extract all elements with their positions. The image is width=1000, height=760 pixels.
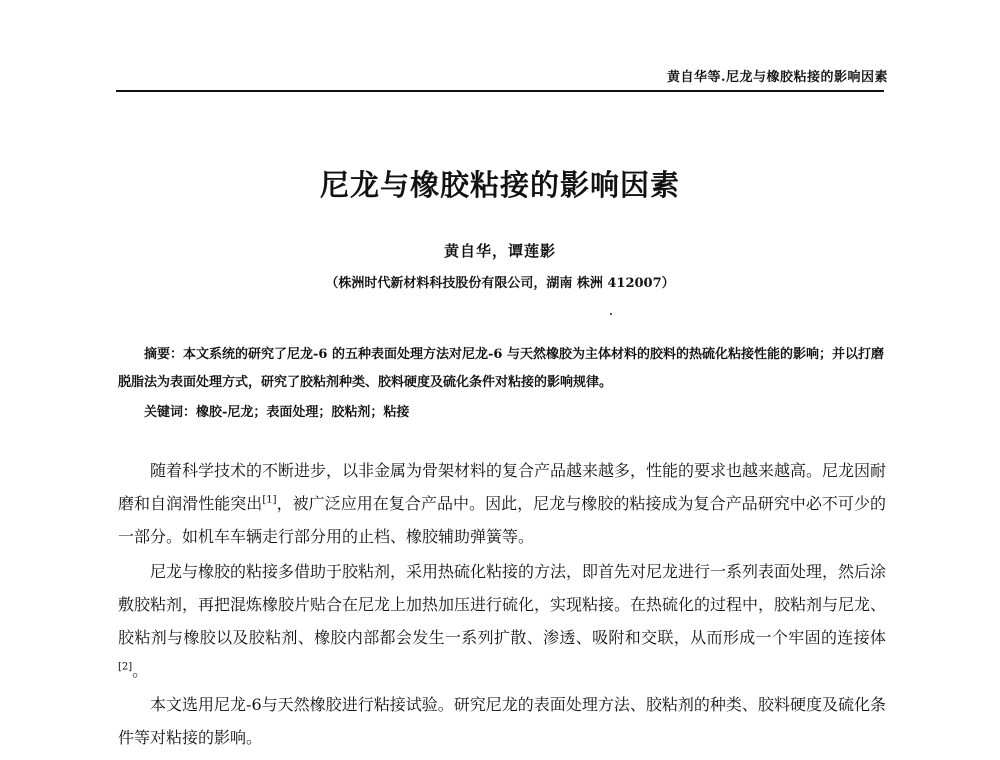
keywords [144, 401, 409, 420]
running-header: 黄自华等.尼龙与橡胶粘接的影响因素 [666, 70, 888, 85]
abstract [118, 341, 886, 397]
para1-text-a: 随着科学技术的不断进步，以非金属为骨架材料的复合产品越来越多，性能的要求也越来越高。尼龙因耐磨和自润滑性能突出 [118, 461, 887, 513]
citation-1: [1] [262, 494, 277, 506]
scan-speck [610, 313, 612, 315]
article-affiliation: （株洲时代新材料科技股份有限公司，湖南 株洲 412007） [325, 276, 675, 291]
citation-2: [2] [118, 661, 133, 673]
keywords-label: 关键词： [144, 405, 197, 420]
article-title: 尼龙与橡胶粘接的影响因素 [319, 168, 680, 202]
abstract-label: 摘要： [144, 347, 184, 362]
keywords-text: 橡胶-尼龙；表面处理；胶粘剂；粘接 [196, 405, 410, 420]
abstract-text: 本文系统的研究了尼龙-6 的五种表面处理方法对尼龙-6 与天然橡胶为主体材料的胶料的热硫化粘接性能的影响；并以打磨脱脂法为表面处理方式，研究了胶粘剂种类、胶料硬度及硫化条件对粘接的影响规律。 [118, 347, 884, 390]
body-paragraph-2 [118, 555, 886, 687]
para1-text-b: ，被广泛应用在复合产品中。因此，尼龙与橡胶的粘接成为复合产品研究中必不可少的一部分。如机车车辆走行部分用的止档、橡胶辅助弹簧等。 [118, 494, 886, 546]
para2-text-a: 尼龙与橡胶的粘接多借助于胶粘剂，采用热硫化粘接的方法，即首先对尼龙进行一系列表面处理，然后涂敷胶粘剂，再把混炼橡胶片贴合在尼龙上加热加压进行硫化，实现粘接。在热硫化的过程中，胶粘剂与尼龙、胶粘剂与橡胶以及胶粘剂、橡胶内部都会发生一系列扩散、渗透、吸附和交联，从而形成一个牢固的连接体 [118, 562, 887, 647]
article-authors: 黄自华，谭莲影 [443, 242, 556, 260]
header-rule [116, 90, 884, 92]
para2-text-b: 。 [132, 661, 149, 680]
body-paragraph-3: 本文选用尼龙-6与天然橡胶进行粘接试验。研究尼龙的表面处理方法、胶粘剂的种类、胶料硬度及硫化条件等对粘接的影响。 [118, 695, 886, 747]
body-paragraph-1 [118, 454, 886, 553]
